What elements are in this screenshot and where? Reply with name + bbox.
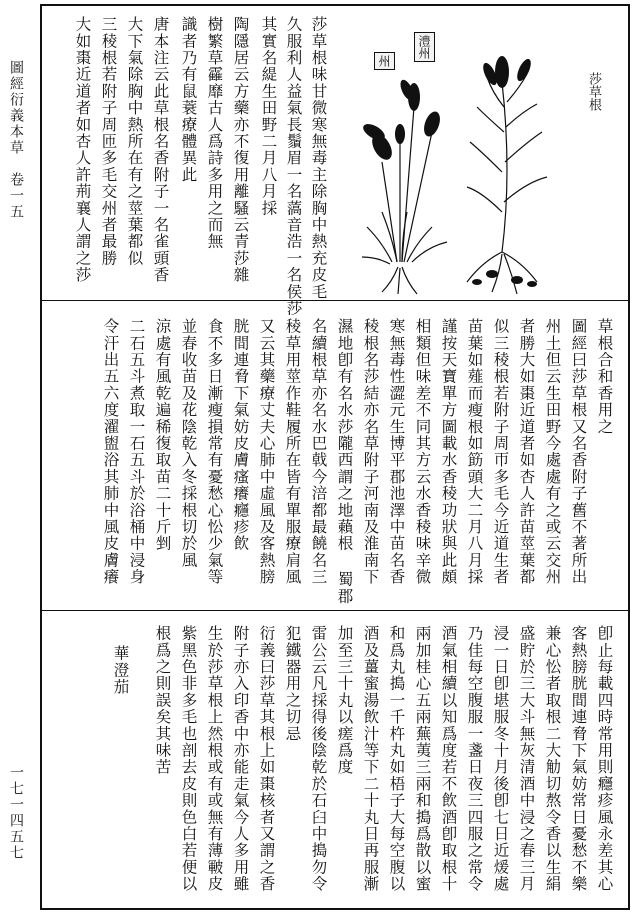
text-column: 大下氣除胸中熱所在有之莖葉都似	[125, 16, 144, 267]
text-column: 陶隱居云方藥亦不復用離騷云青莎雜	[231, 16, 250, 284]
text-column: 衍義曰莎草其根上如棗核者又謂之香	[257, 625, 276, 893]
text-column: 識者乃有鼠蓑療體異此	[179, 16, 198, 183]
text-column: 和爲丸搗一千杵丸如梧子大每空腹以	[387, 625, 406, 893]
text-column: 二石五斗煮取一石五斗於浴桶中浸身	[127, 318, 146, 586]
text-column: 盛貯於三大斗無灰清酒中浸之春三月	[517, 625, 536, 893]
text-column: 莎草根味甘微寒無毒主除胸中熱充皮毛	[309, 16, 328, 300]
text-column: 附子亦入印香中亦能走氣今人多用雖	[231, 625, 250, 893]
text-column: 紫黑色非多毛也剖去皮則色白若便以	[179, 625, 198, 893]
text-column: 唐本注云此草根名香附子一名雀頭香	[151, 16, 170, 284]
place-label-zhou: 州	[374, 52, 395, 70]
text-column: 稜根名莎結亦名草附子河南及淮南下	[361, 318, 380, 586]
section-divider	[40, 610, 630, 611]
plant-label: 莎草根	[586, 72, 601, 111]
text-column: 酒及薑蜜湯飲汁等下二十丸日再服漸	[361, 625, 380, 893]
text-column: 乃佳每空腹服一盞日夜三四服之常令	[465, 625, 484, 893]
text-column: 犯鐵器用之切忌	[283, 625, 302, 742]
text-column: 涼處有風乾遍稀復取苗二十斤剉	[153, 318, 172, 552]
text-column: 似三稜根若附子周帀多毛今近道生者	[491, 318, 510, 586]
text-column: 胱間連脅下氣妨皮膚瘙癢癮疹飲	[231, 318, 250, 552]
text-column: 州土但云生田野今處處有之或云交州	[543, 318, 562, 586]
text-column: 謹按天寶單方圖載水香稜功狀與此頗	[439, 318, 458, 586]
text-column: 久服利人益氣長鬚眉一名薃音浩一名侯莎	[284, 16, 303, 317]
text-column: 苗葉如薤而瘦根如筯頭大二月八月採	[465, 318, 484, 586]
botanical-illustration	[352, 12, 622, 297]
text-column: 又云其藥療丈夫心肺中虛風及客熱膀	[257, 318, 276, 586]
text-column: 名續根草亦名水巴戟今涪都最饒名三	[309, 318, 328, 586]
section-divider	[40, 300, 630, 301]
text-column: 根爲之則誤矣其味苦	[153, 625, 172, 776]
text-column: 相類但味差不同其方云水香稜味辛微	[413, 318, 432, 586]
text-column: 稜草用莖作鞋履所在皆有單服療肩風	[283, 318, 302, 586]
next-entry-heading: 華澄茄	[111, 645, 130, 696]
text-column: 兼心忪者取根二大觔切熬令香以生絹	[543, 625, 562, 893]
text-column: 者勝大如棗近道者如杏人許苗莖葉都	[517, 318, 536, 586]
text-column: 並春收苗及花陰乾入冬採根切於風	[179, 318, 198, 569]
text-column: 圖經曰莎草根又名香附子舊不著所出	[569, 318, 588, 586]
text-column: 兩加桂心五兩蕪荑三兩和搗爲散以蜜	[413, 625, 432, 893]
text-column: 草根合和香用之	[595, 318, 614, 435]
book-title: 圖經衍義本草 卷一五	[8, 60, 24, 220]
text-column: 雷公云凡採得後陰乾於石臼中搗勿令	[309, 625, 328, 893]
text-column: 酒氣相續以知爲度若不飲酒卽取根十	[439, 625, 458, 893]
page-number: 一七一四五七	[8, 765, 24, 861]
text-column: 三稜根若附子周匝多毛交州者最勝	[99, 16, 118, 267]
text-column: 寒無毒性澀元生博平郡池澤中苗名香	[387, 318, 406, 586]
text-column: 加至三十丸以瘥爲度	[335, 625, 354, 776]
text-column: 樹繁草靃靡古人爲詩多用之而無	[205, 16, 224, 250]
text-column: 濕地卽有名水莎隴西謂之地藾根 蜀郡	[335, 318, 354, 605]
text-column: 其實名緹生田野二月八月採	[259, 16, 278, 217]
text-column: 卽止每載四時常用則癮疹風永差其心	[595, 625, 614, 893]
place-label-lizhou: 澧州	[414, 32, 435, 62]
text-column: 食不多日漸瘦損常有憂愁心忪少氣等	[205, 318, 224, 586]
text-column: 令汗出五六度濯盥浴其肺中風皮膚癢	[101, 318, 120, 586]
text-column: 客熱膀胱間連脅下氣妨常日憂愁不樂	[569, 625, 588, 893]
text-column: 浸一日卽堪服冬十月後卽七日近煖處	[491, 625, 510, 893]
text-column: 大如棗近道者如杏人許荊襄人謂之莎	[73, 16, 92, 284]
text-column: 生於莎草根上然根或有或無有薄皸皮	[205, 625, 224, 893]
